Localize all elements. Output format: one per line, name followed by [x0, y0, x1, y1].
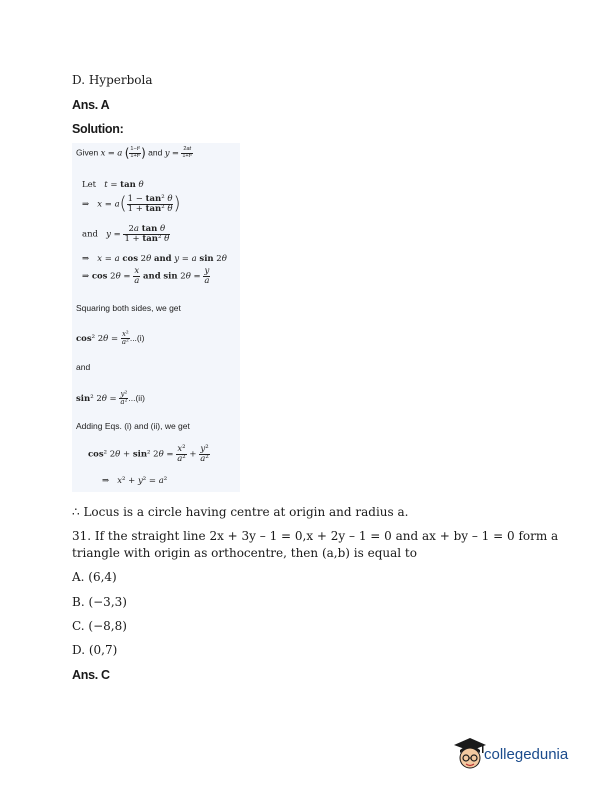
math-x-line: ⇒ x = a( $\frac{\text{1 − tan² θ}}{\text{1 + tan² θ}}$ ) — [82, 193, 181, 214]
math-ratio-line: ⇒ cos 2θ = $\frac{x}{a}$ and sin 2θ = $\frac{y}{a}$ — [82, 266, 210, 286]
math-y-line: and y = $\frac{\text{2a tan θ}}{\text{1 + tan² θ}}$ — [82, 224, 170, 244]
math-squaring-text: Squaring both sides, we get — [76, 303, 181, 313]
option-d-prev: D. Hyperbola — [72, 73, 153, 87]
option-d: D. (0,7) — [72, 643, 118, 657]
option-b: B. (−3,3) — [72, 595, 127, 609]
brand-name: collegedunia — [484, 746, 569, 763]
conclusion-text: ∴ Locus is a circle having centre at origin and radius a. — [72, 505, 409, 519]
option-a: A. (6,4) — [72, 570, 117, 584]
solution-math-image — [72, 143, 240, 492]
math-adding-text: Adding Eqs. (i) and (ii), we get — [76, 421, 190, 431]
math-eq-ii: sin² 2θ = $\frac{\text{y²}}{\text{a²}}$ ...(ii) — [76, 390, 145, 406]
question-line-1: 31. If the straight line 2x + 3y – 1 = 0,x + 2y – 1 = 0 and ax + by – 1 = 0 form a — [72, 529, 559, 543]
math-eq-i: cos² 2θ = $\frac{\text{x²}}{\text{a²}}$ ...(i) — [76, 330, 145, 346]
math-given-line: Given x = a ( $\frac{\text{1−t²}}{\text{1+t²}}$ ) and y = $\frac{2at}{\text{1+t²}}$ — [76, 146, 193, 160]
graduate-mascot-icon — [452, 736, 488, 772]
math-let-line: Let t = tan θ — [82, 180, 144, 190]
answer-prev: Ans. A — [72, 98, 110, 112]
math-and-text: and — [76, 362, 91, 372]
math-sum-line: cos² 2θ + sin² 2θ = $\frac{\text{x²}}{\text{a²}}$ + $\frac{\text{y²}}{\text{a²}}$ — [88, 444, 209, 464]
question-line-2: triangle with origin as orthocentre, then (a,b) is equal to — [72, 546, 417, 560]
math-result-line: ⇒ x² + y² = a² — [102, 476, 168, 486]
math-xy-cos-sin: ⇒ x = a cos 2θ and y = a sin 2θ — [82, 254, 227, 264]
solution-label: Solution: — [72, 122, 124, 136]
answer-text: Ans. C — [72, 668, 110, 682]
option-c: C. (−8,8) — [72, 619, 127, 633]
